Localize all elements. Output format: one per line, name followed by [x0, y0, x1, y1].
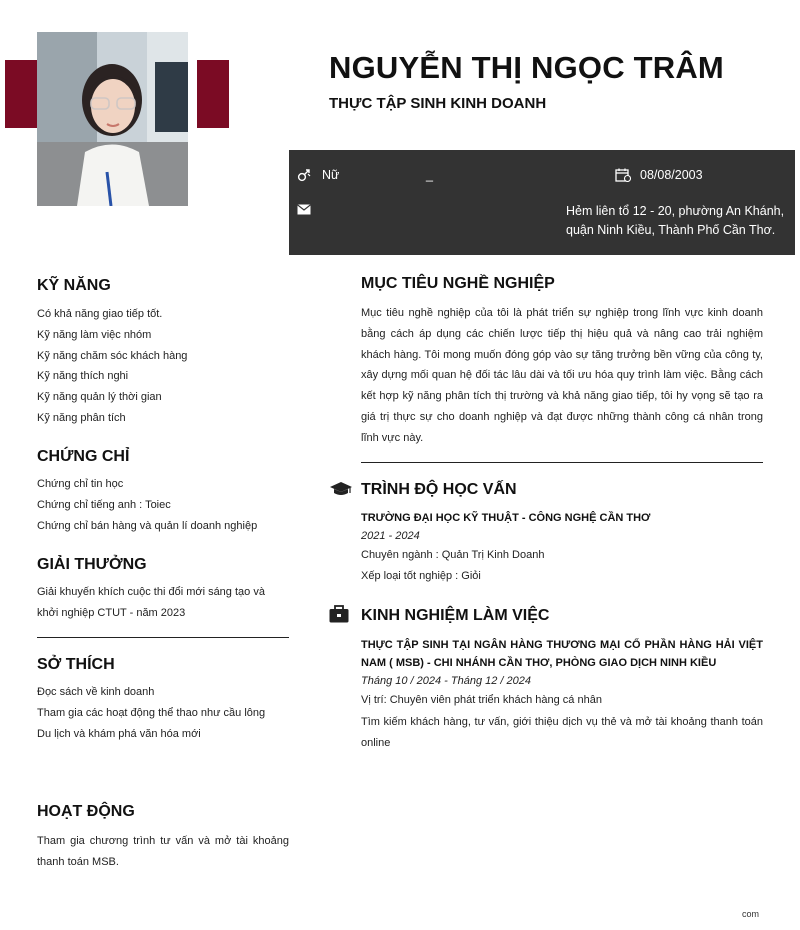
accent-block-left: [5, 60, 38, 128]
experience-period: Tháng 10 / 2024 - Tháng 12 / 2024: [361, 675, 532, 687]
footer-text: com: [742, 909, 760, 919]
list-item: Kỹ năng làm việc nhóm: [37, 328, 152, 341]
activities-text: Tham gia chương trình tư vấn và mở tài khoảng thanh toán MSB.: [37, 835, 289, 868]
education-title: TRÌNH ĐỘ HỌC VẤN: [361, 481, 517, 498]
list-item: Kỹ năng phân tích: [37, 411, 126, 424]
avatar: [37, 32, 188, 206]
job-title: THỰC TẬP SINH KINH DOANH: [329, 95, 547, 112]
education-period: 2021 - 2024: [361, 530, 420, 542]
gender-icon: [297, 168, 311, 185]
objective-text: Mục tiêu nghề nghiệp của tôi là phát triển sự nghiệp trong lĩnh vực kinh doanh bằng cách áp dụng các chiến lược tiếp thị hiệu quả và nâng cao trải nghiệm khách hàng. Tôi mong muốn đóng góp vào sự tăng trưởng bền vững của công ty, xây dựng mối quan hệ đối tác lâu dài và tối ưu hóa quy trình làm việc. Bằng cách kết hợp kỹ năng phân tích thị trường và khả năng giao tiếp, tôi hy vọng sẽ tạo ra giá trị thực sự cho doanh nghiệp và đạt được những thành công cá nhân trong lĩnh vực này.: [361, 307, 763, 444]
skills-list: [37, 304, 187, 429]
list-item: Chứng chỉ tiếng anh : Toiec: [37, 498, 171, 511]
gender-value: Nữ: [322, 168, 340, 182]
school-name: TRƯỜNG ĐẠI HỌC KỸ THUẬT - CÔNG NGHỆ CẦN THƠ: [361, 512, 651, 524]
experience-description: Tìm kiếm khách hàng, tư vấn, giới thiệu dịch vụ thẻ và mở tài khoảng thanh toán online: [361, 716, 763, 749]
experience-position: THỰC TẬP SINH TẠI NGÂN HÀNG THƯƠNG MẠI CỔ PHẦN HÀNG HẢI VIỆT NAM ( MSB) - CHI NHÁNH CẦN THƠ, PHÒNG GIAO DỊCH NINH KIỀU: [361, 639, 763, 669]
divider: [37, 637, 289, 638]
hobbies-title: SỞ THÍCH: [37, 656, 115, 673]
list-item: Du lịch và khám phá văn hóa mới: [37, 727, 201, 740]
list-item: Chứng chỉ bán hàng và quản lí doanh nghiệp: [37, 519, 258, 532]
divider: [361, 462, 763, 463]
experience-title: KINH NGHIỆM LÀM VIỆC: [361, 607, 550, 624]
list-item: Tham gia các hoạt động thể thao như cầu lông: [37, 706, 266, 719]
address-value: Hẻm liên tổ 12 - 20, phường An Khánh, quận Ninh Kiều, Thành Phố Cần Thơ.: [566, 204, 785, 237]
contact-info-bar: [289, 150, 795, 255]
envelope-icon: [297, 204, 311, 218]
birthdate-value: 08/08/2003: [640, 168, 703, 182]
education-grade: Xếp loại tốt nghiệp : Giỏi: [361, 570, 481, 582]
activities-title: HOẠT ĐỘNG: [37, 803, 135, 820]
list-item: Đọc sách về kinh doanh: [37, 686, 155, 698]
education-major: Chuyên ngành : Quản Trị Kinh Doanh: [361, 549, 545, 561]
list-item: Có khả năng giao tiếp tốt.: [37, 308, 163, 320]
experience-role: Vị trí: Chuyên viên phát triển khách hàng cá nhân: [361, 694, 602, 706]
awards-text: Giải khuyến khích cuộc thi đổi mới sáng tạo và khởi nghiệp CTUT - năm 2023: [37, 586, 265, 619]
list-item: Kỹ năng quản lý thời gian: [37, 391, 162, 404]
graduation-cap-icon: [329, 481, 353, 502]
objective-title: MỤC TIÊU NGHỀ NGHIỆP: [361, 275, 555, 292]
calendar-icon: [615, 168, 631, 185]
certificates-title: CHỨNG CHỈ: [37, 448, 130, 465]
certificates-list: [37, 474, 257, 536]
awards-title: GIẢI THƯỞNG: [37, 556, 147, 573]
profile-name: NGUYỄN THỊ NGỌC TRÂM: [329, 50, 724, 85]
briefcase-icon: [329, 605, 349, 628]
list-item: Chứng chỉ tin học: [37, 478, 124, 490]
accent-block-right: [197, 60, 229, 128]
skills-title: KỸ NĂNG: [37, 277, 111, 294]
phone-value: _: [426, 168, 433, 182]
list-item: Kỹ năng chăm sóc khách hàng: [37, 349, 188, 362]
hobbies-list: [37, 682, 265, 744]
list-item: Kỹ năng thích nghi: [37, 370, 129, 383]
